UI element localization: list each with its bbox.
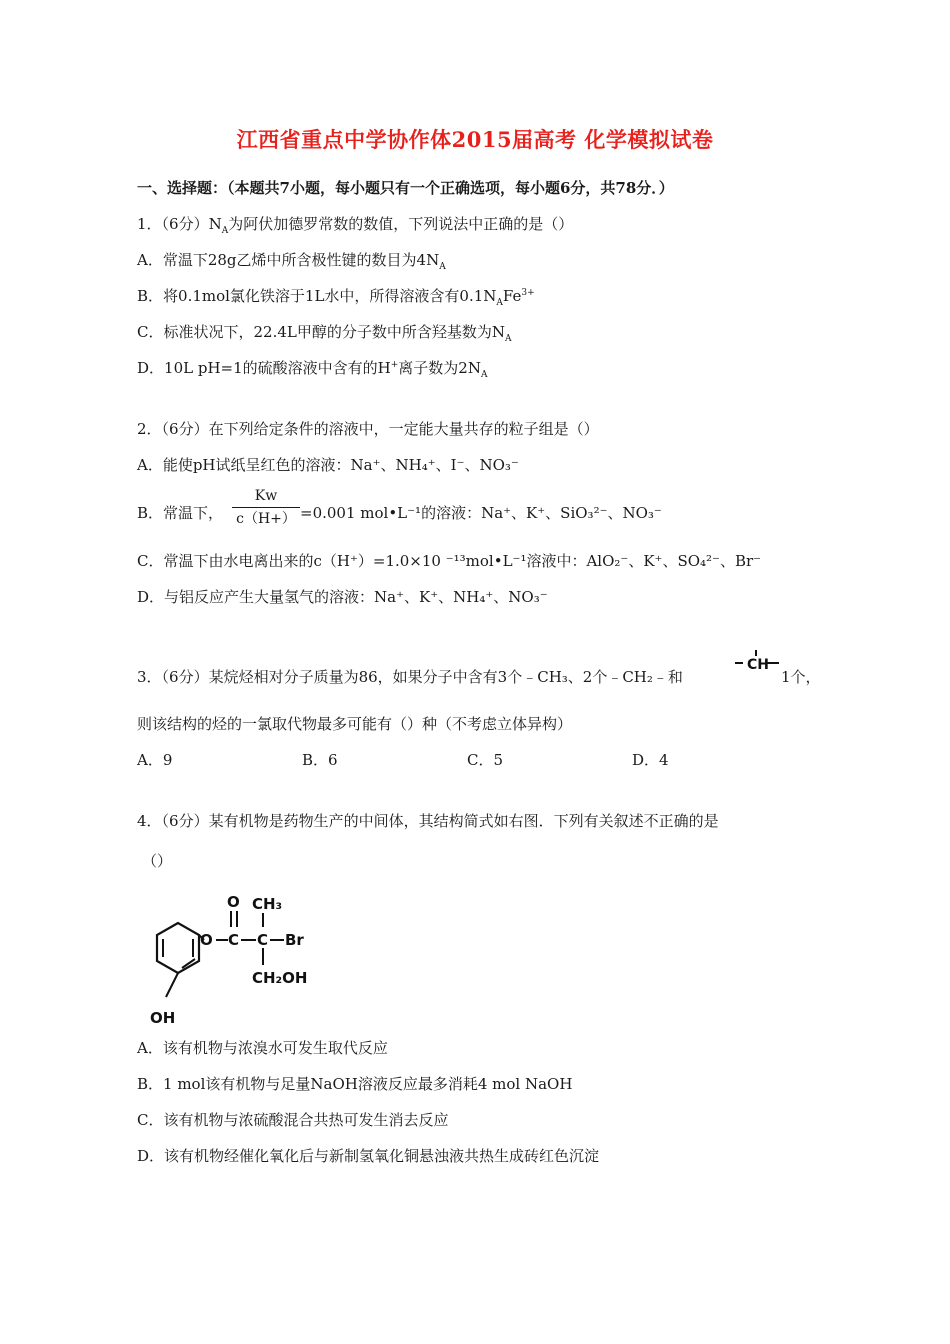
q1-option-c: C．标准状况下，22.4L甲醇的分子数中所含羟基数为$N_A$ [137,323,512,344]
molecule-structure [130,885,330,1030]
page-title: 江西省重点中学协作体2015届高考 化学模拟试卷 [236,127,714,152]
q2-option-c: C．常温下由水电离出来的c（H⁺）=1.0×10 ⁻¹³mol•L⁻¹溶液中：AlO₂⁻、K⁺、SO₄²⁻、Br⁻ [137,552,762,570]
q1-option-b: B．将0.1mol氯化铁溶于1L水中，所得溶液含有$0.1N_AFe^{3+}$ [137,287,535,308]
carbonyl-o-label: O [227,893,240,911]
fraction-denominator: c（H+） [236,511,296,527]
q1-option-d: D．10L pH=1的硫酸溶液中含有的H+离子数为$2N_A$ [137,359,488,380]
fraction-bar [232,507,300,508]
q3-stem-end: 1个， [781,668,821,686]
kw-fraction [232,487,300,528]
oh-label: OH [150,1009,176,1027]
q3-option-c: C．5 [467,751,504,769]
q2-stem: 2．（6分）在下列给定条件的溶液中，一定能大量共存的粒子组是（） [137,420,599,438]
q1-option-a: A．常温下28g乙烯中所含极性键的数目为$4N_A$ [137,251,446,272]
quaternary-c-label: C [257,931,269,949]
q2-option-d: D．与铝反应产生大量氢气的溶液：Na⁺、K⁺、NH₄⁺、NO₃⁻ [137,588,548,606]
ch3-label: CH₃ [252,895,283,913]
q2-option-a: A．能使pH试纸呈红色的溶液：Na⁺、NH₄⁺、I⁻、NO₃⁻ [137,456,519,474]
q2-option-b-rest: =0.001 mol•L⁻¹的溶液：Na⁺、K⁺、SiO₃²⁻、NO₃⁻ [300,504,662,522]
q4-stem: 4．（6分）某有机物是药物生产的中间体，其结构简式如右图．下列有关叙述不正确的是 [137,812,719,830]
carbonyl-c-label: C [228,931,240,949]
ester-o-label: O [200,931,213,949]
q4-stem-line2: （） [142,852,173,870]
q3-stem: 3．（6分）某烷烃相对分子质量为86，如果分子中含有3个﹣CH₃、2个﹣CH₂﹣和 [137,668,683,686]
q4-option-a: A．该有机物与浓溴水可发生取代反应 [137,1039,388,1057]
q1-stem: 1．（6分）$N_A$为阿伏加德罗常数的数值，下列说法中正确的是（） [137,215,574,236]
q2-option-b-prefix: B．常温下， [137,504,224,522]
q3-stem-line2: 则该结构的烃的一氯取代物最多可能有（）种（不考虑立体异构） [137,715,573,733]
fraction-numerator: Kw [254,488,278,504]
ch2oh-label: CH₂OH [252,969,308,987]
q3-option-b: B．6 [302,751,338,769]
ch-group-structure [733,648,781,678]
q4-option-c: C．该有机物与浓硫酸混合共热可发生消去反应 [137,1111,449,1129]
section-heading: 一、选择题：（本题共7小题，每小题只有一个正确选项，每小题6分，共78分．） [137,179,674,197]
q3-option-a: A．9 [137,751,173,769]
br-label: Br [285,931,304,949]
ch-label: CH [747,657,769,673]
q4-option-b: B．1 mol该有机物与足量NaOH溶液反应最多消耗4 mol NaOH [137,1075,573,1093]
q4-option-d: D．该有机物经催化氧化后与新制氢氧化铜悬浊液共热生成砖红色沉淀 [137,1147,600,1165]
q3-option-d: D．4 [632,751,669,769]
